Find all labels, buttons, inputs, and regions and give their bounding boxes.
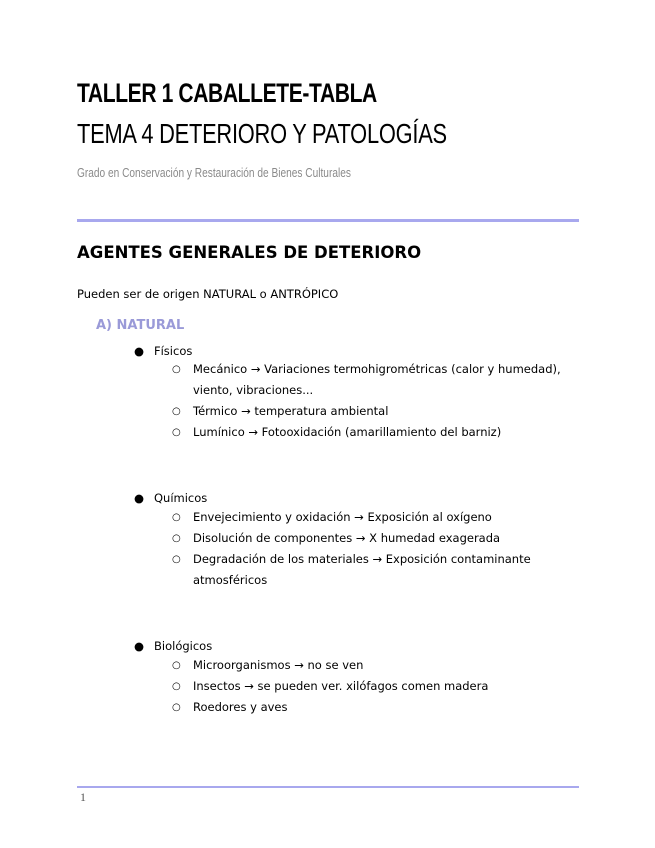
list-item-text: Envejecimiento y oxidación → Exposición al oxígeno — [193, 510, 492, 524]
list-item — [172, 422, 563, 443]
list-item — [172, 655, 563, 676]
list-item — [172, 359, 563, 401]
list-item-group — [134, 491, 208, 505]
bullet-icon: ● — [134, 639, 145, 653]
hollow-bullet-icon: ○ — [172, 364, 181, 375]
group-label: Biológicos — [154, 639, 213, 653]
page-number: 1 — [80, 790, 86, 804]
list-item-text: Térmico → temperatura ambiental — [193, 404, 389, 418]
list-item-text: Mecánico → Variaciones termohigrométricas (calor y humedad), viento, vibraciones... — [193, 362, 561, 397]
list-item-text: Disolución de componentes → X humedad exagerada — [193, 531, 501, 545]
footer-divider — [77, 786, 579, 788]
list-item-text: Microorganismos → no se ven — [193, 658, 364, 672]
hollow-bullet-icon: ○ — [172, 406, 181, 417]
list-item-text: Insectos → se pueden ver. xilófagos comen madera — [193, 679, 489, 693]
hollow-bullet-icon: ○ — [172, 660, 181, 671]
group-label: Químicos — [154, 491, 208, 505]
list-item — [172, 528, 563, 549]
title-line-1: TALLER 1 CABALLETE-TABLA — [77, 78, 377, 108]
hollow-bullet-icon: ○ — [172, 512, 181, 523]
list-item-text: Degradación de los materiales → Exposición contaminante atmosféricos — [193, 552, 531, 587]
bullet-icon: ● — [134, 491, 145, 505]
hollow-bullet-icon: ○ — [172, 554, 181, 565]
list-item — [172, 697, 563, 718]
group-label: Físicos — [154, 344, 193, 358]
list-item-group — [134, 639, 213, 653]
hollow-bullet-icon: ○ — [172, 427, 181, 438]
list-item — [172, 676, 563, 697]
intro-paragraph: Pueden ser de origen NATURAL o ANTRÓPICO — [77, 287, 339, 301]
list-item — [172, 401, 563, 422]
subtitle: Grado en Conservación y Restauración de Bienes Culturales — [77, 165, 351, 180]
subheading-natural: A) NATURAL — [96, 318, 185, 333]
list-item-text: Lumínico → Fotooxidación (amarillamiento del barniz) — [193, 425, 502, 439]
hollow-bullet-icon: ○ — [172, 702, 181, 713]
title-line-2: TEMA 4 DETERIORO Y PATOLOGÍAS — [77, 118, 447, 149]
list-item-group — [134, 344, 193, 358]
list-item — [172, 549, 563, 591]
header-divider — [77, 219, 579, 222]
hollow-bullet-icon: ○ — [172, 681, 181, 692]
bullet-icon: ● — [134, 344, 145, 358]
list-item — [172, 507, 563, 528]
section-heading: AGENTES GENERALES DE DETERIORO — [77, 243, 422, 262]
hollow-bullet-icon: ○ — [172, 533, 181, 544]
list-item-text: Roedores y aves — [193, 700, 288, 714]
